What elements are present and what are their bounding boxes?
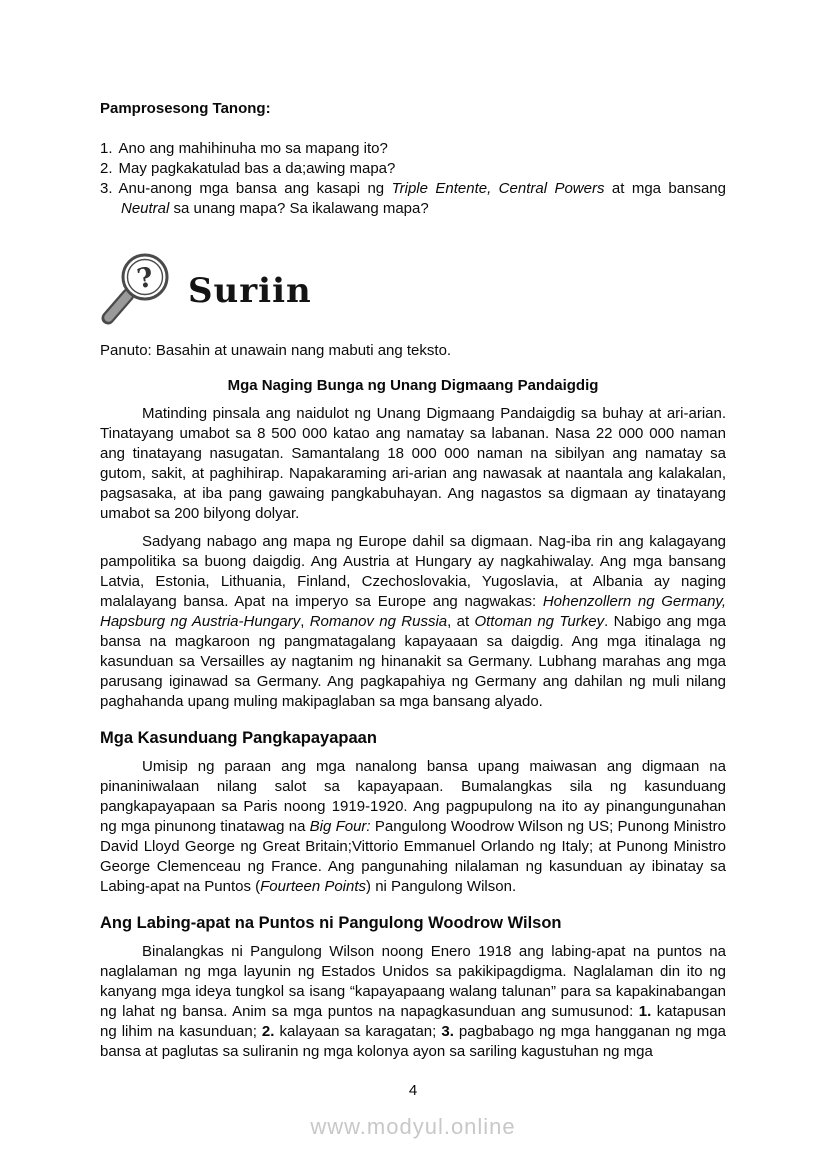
text-run: ) ni Pangulong Wilson. [366,878,517,895]
text-run: Neutral [121,200,170,217]
text-run: at mga bansang [604,180,726,197]
text-run: Big Four: [309,818,371,835]
suriin-title: Suriin [188,271,312,311]
question-text [119,160,396,177]
text-run: Romanov ng Russia [309,613,448,630]
question-item [100,139,726,159]
paragraph-peace-treaties [100,757,726,897]
question-text [119,180,726,217]
question-number: 1. [100,140,113,157]
section-heading-peace-treaties: Mga Kasunduang Pangkapayapaan [100,729,377,747]
text-run: , [300,613,310,630]
question-text [119,140,388,157]
suriin-section-header [94,249,726,333]
text-run: katapusan ng lihim na kasunduan; [100,1003,726,1040]
watermark: www.modyul.online [310,1114,516,1139]
text-run: Sadyang nabago ang mapa ng Europe dahil sa digmaan. Nag-iba rin ang kalagayang pampolitika sa buong daigdig. Ang Austria at Hungary ay nagkahiwalay. Ang mga bansang Latvia, Estonia, Lithuania, Finland, Czechoslovakia, Yugoslavia, at Albania ay naging malalayang bansa. Apat na imperyo sa Europe ang nagwakas: [100,533,726,610]
text-run: , at [447,613,475,630]
text-run: sa unang mapa? Sa ikalawang mapa? [169,200,429,217]
section-heading-fourteen-points: Ang Labing-apat na Puntos ni Pangulong Woodrow Wilson [100,914,562,932]
questions-list [100,139,726,219]
text-run: pagbabago ng mga hangganan ng mga bansa at paglutas sa suliranin ng mga kolonya ayon sa sariling kagustuhan ng mga [100,1023,726,1060]
text-run: Triple Entente, Central Powers [391,180,605,197]
svg-text:?: ? [134,261,156,296]
question-item [100,159,726,179]
magnifier-question-icon [94,249,186,333]
article-title: Mga Naging Bunga ng Unang Digmaang Pandaigdig [227,377,599,394]
text-run: Fourteen Points [260,878,367,895]
text-run: Anu-anong mga bansa ang kasapi ng [118,180,392,197]
panuto-instruction: Panuto: Basahin at unawain nang mabuti ang teksto. [100,342,452,359]
questions-heading: Pamprosesong Tanong: [100,100,271,117]
text-run: Matinding pinsala ang naidulot ng Unang Digmaang Pandaigdig sa buhay at ari-arian. Tinatayang umabot sa 8 500 000 katao ang namatay sa labanan. Nasa 22 000 000 naman ang tinatayang nasugatan. Samantalang 18 000 000 naman na sibilyan ang namatay sa gutom, sakit, at paghihirap. Napakaraming ari-arian ang nawasak at naantala ang kalakalan, pagsasaka, at iba pang gawaing pangkabuhayan. Ang nagastos sa digmaan ay tinatayang umabot sa 200 bilyong dolyar. [100,405,726,522]
text-run: 1. [638,1003,652,1020]
paragraph-fourteen-points [100,942,726,1062]
text-run: Umisip ng paraan ang mga nanalong bansa upang maiwasan ang digmaan na pinaniniwalaan nilang salot sa kapayapaan. Bumalangkas sila ng kasunduang pangkapayapaan sa Paris noong 1919-1920. Ang pagpupulong na ito ay pinangungunahan ng mga pinunong tinatawag na [100,758,726,835]
text-run: Binalangkas ni Pangulong Wilson noong Enero 1918 ang labing-apat na puntos na naglalaman ng mga layunin ng Estados Unidos sa pakikipagdigma. Naglalaman din ito ng kanyang mga ideya tungkol sa isang “kapayapaang walang talunan” para sa kapakinabangan ng lahat ng bansa. Anim sa mga puntos na napagkasunduan ang sumusunod: [100,943,726,1020]
text-run: Pangulong Woodrow Wilson ng US; Punong Ministro David Lloyd George ng Great Britain;Vittorio Emmanuel Orlando ng Italy; at Punong Ministro George Clemenceau ng France. Ang pangunahing nilalaman ng kasunduan ay ibinatay sa Labing-apat na Puntos ( [100,818,726,895]
paragraph-war-damage [100,404,726,524]
text-run: 3. [441,1023,454,1040]
question-item [100,179,726,219]
text-run: Hohenzollern ng Germany, Hapsburg ng Austria-Hungary [100,593,726,630]
text-run: Ottoman ng Turkey [474,613,605,630]
paragraph-map-changes [100,532,726,712]
text-run: 2. [261,1023,275,1040]
question-number: 2. [100,160,113,177]
page-number: 4 [408,1082,418,1099]
text-run: kalayaan sa karagatan; [274,1023,442,1040]
text-run: . Nabigo ang mga bansa na magkaroon ng pangmatagalang kapayaaan sa daigdig. Ang mga itinalaga ng kasunduan sa Versailles ay nagtanim ng hinanakit sa Germany. Lubhang marahas ang mga parusang iginawad sa Germany. Ang pagkapahiya ng Germany ang dahilan ng muli nilang paghahanda upang muling makipaglaban sa mga bansang alyado. [100,613,726,710]
question-number: 3. [100,180,113,197]
text-run: Ano ang mahihinuha mo sa mapang ito? [118,140,388,157]
text-run: May pagkakatulad bas a da;awing mapa? [118,160,396,177]
